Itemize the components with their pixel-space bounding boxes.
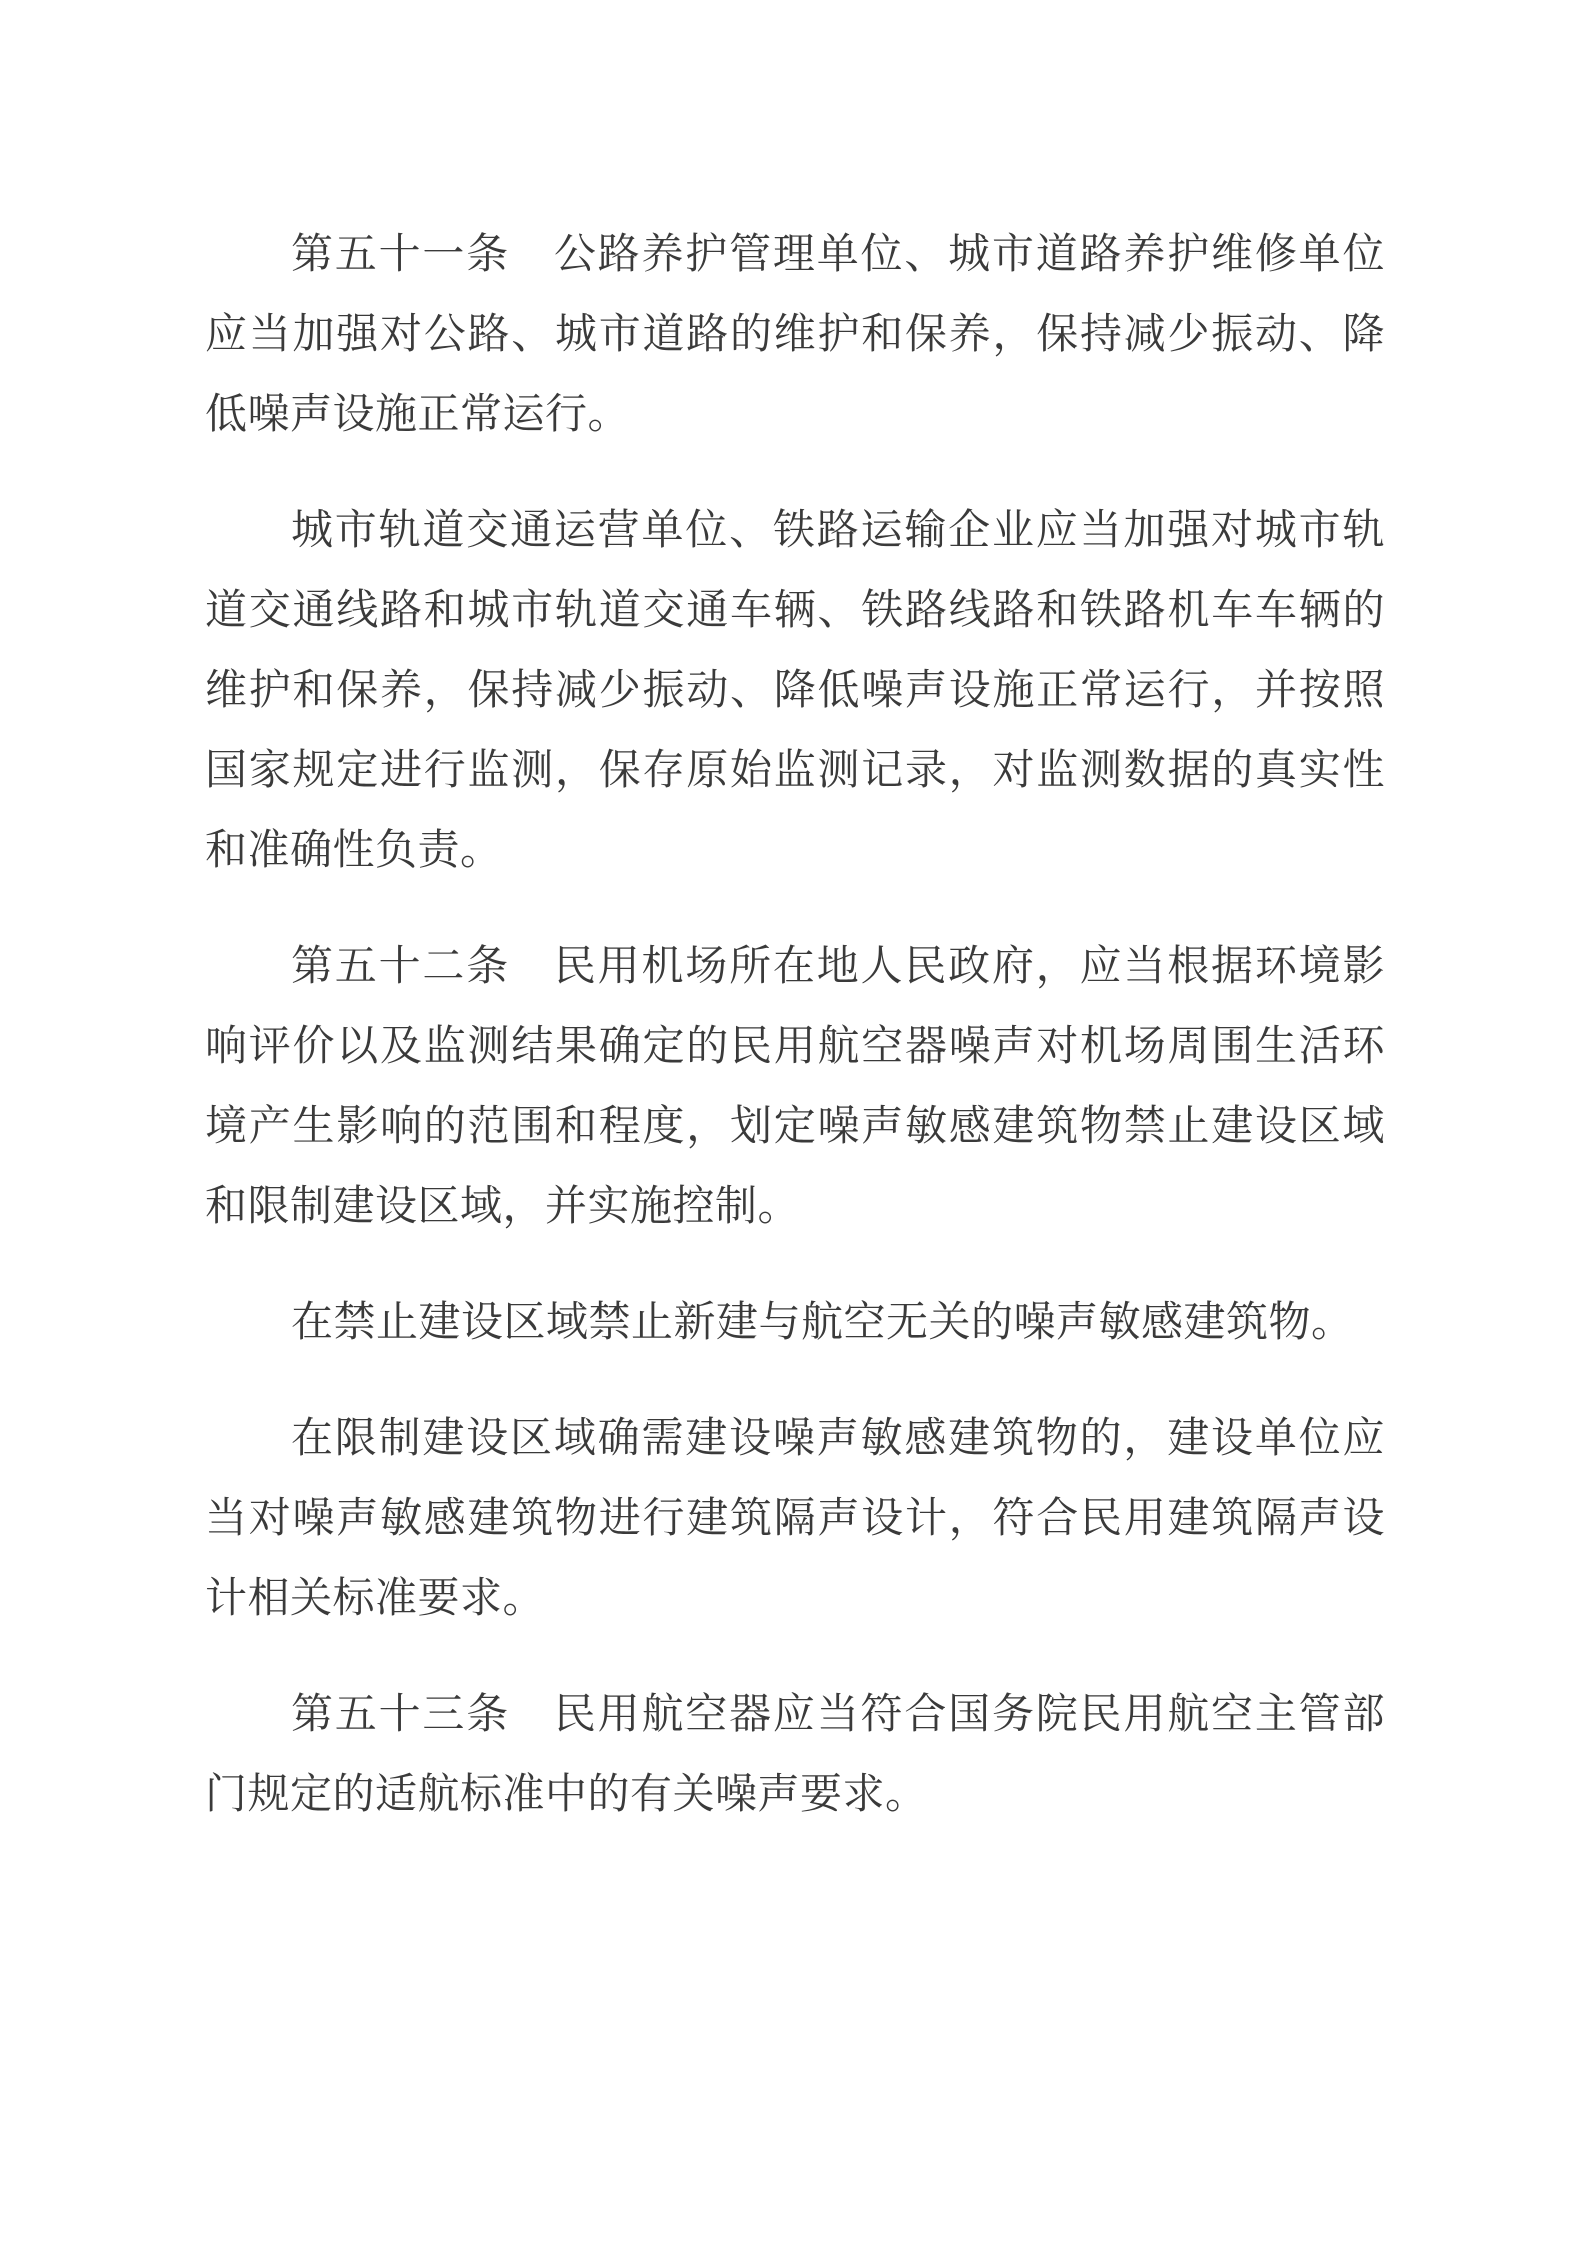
- paragraph-article-53-main: 第五十三条 民用航空器应当符合国务院民用航空主管部门规定的适航标准中的有关噪声要求。: [205, 1692, 1385, 1818]
- paragraph-article-51-rail: 城市轨道交通运营单位、铁路运输企业应当加强对城市轨道交通线路和城市轨道交通车辆、铁路线路和铁路机车车辆的维护和保养，保持减少振动、降低噪声设施正常运行，并按照国家规定进行监测，保存原始监测记录，对监测数据的真实性和准确性负责。: [205, 508, 1385, 874]
- paragraph-article-52-main: 第五十二条 民用机场所在地人民政府，应当根据环境影响评价以及监测结果确定的民用航空器噪声对机场周围生活环境产生影响的范围和程度，划定噪声敏感建筑物禁止建设区域和限制建设区域，并实施控制。: [205, 944, 1385, 1230]
- paragraph-article-52-prohibited-zone: 在禁止建设区域禁止新建与航空无关的噪声敏感建筑物。: [291, 1300, 1354, 1346]
- paragraph-article-52-restricted-zone: 在限制建设区域确需建设噪声敏感建筑物的，建设单位应当对噪声敏感建筑物进行建筑隔声设计，符合民用建筑隔声设计相关标准要求。: [205, 1416, 1385, 1622]
- paragraph-article-51-main: 第五十一条 公路养护管理单位、城市道路养护维修单位应当加强对公路、城市道路的维护和保养，保持减少振动、降低噪声设施正常运行。: [205, 232, 1385, 438]
